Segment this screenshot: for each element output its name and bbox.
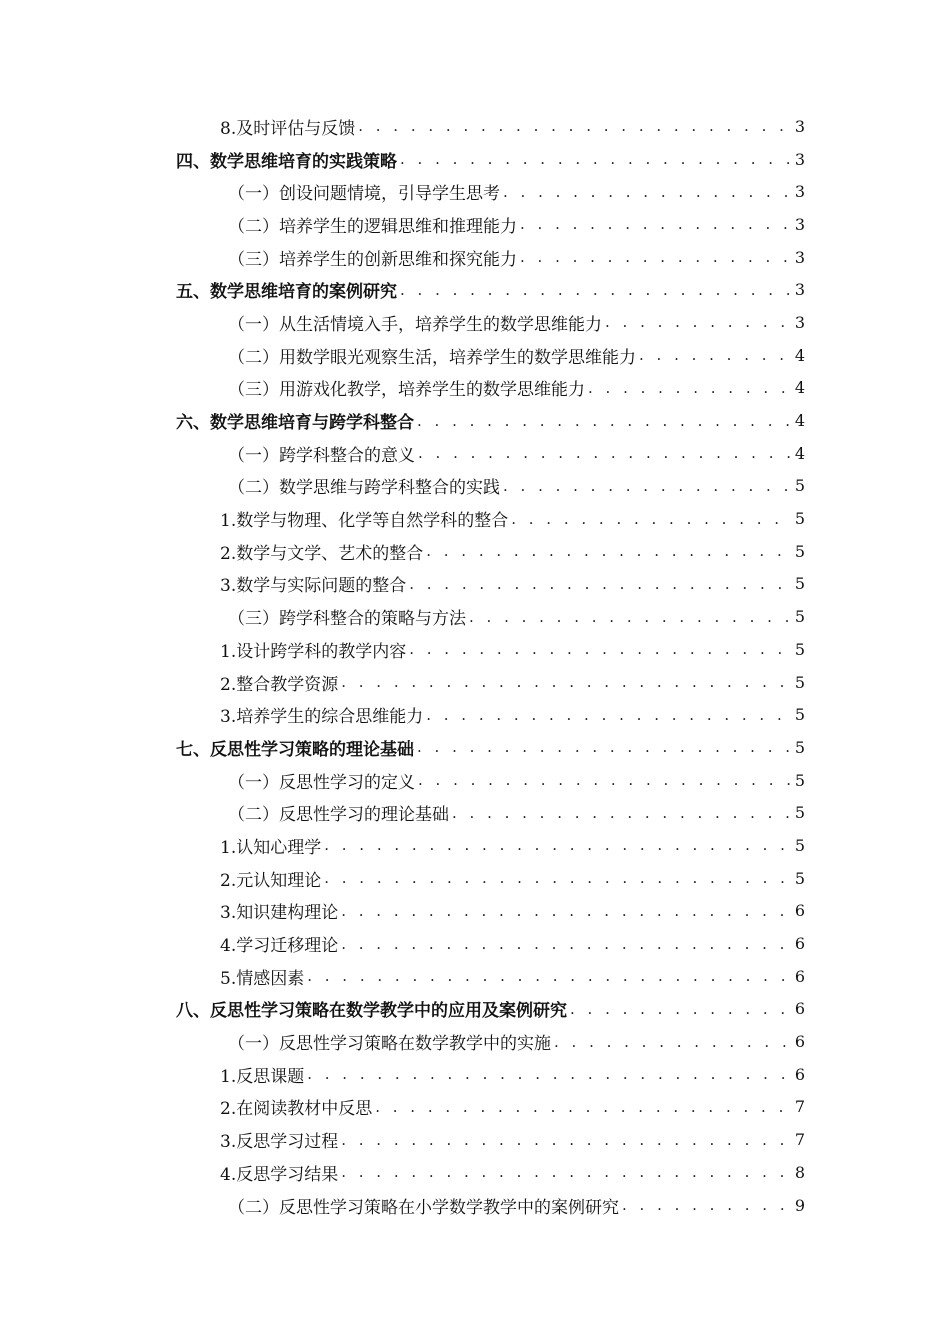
toc-entry-title: 1.数学与物理、化学等自然学科的整合 xyxy=(220,511,509,532)
toc-entry-title: （三）用游戏化教学，培养学生的数学思维能力 xyxy=(228,380,585,401)
toc-entry-title: 2.数学与文学、艺术的整合 xyxy=(220,543,424,564)
toc-leader-dots xyxy=(417,738,792,756)
toc-entry-title: 3.培养学生的综合思维能力 xyxy=(220,707,424,728)
toc-entry[interactable] xyxy=(0,731,950,764)
toc-entry-title: 五、数学思维培育的案例研究 xyxy=(176,282,397,303)
toc-entry-page-number: 8 xyxy=(794,1162,805,1182)
toc-entry-title: （一）反思性学习的定义 xyxy=(228,772,415,793)
toc-leader-dots xyxy=(588,379,792,397)
toc-leader-dots xyxy=(324,836,792,854)
toc-entry-page-number: 7 xyxy=(794,1130,805,1150)
toc-entry-title: 3.数学与实际问题的整合 xyxy=(220,576,407,597)
toc-entry[interactable] xyxy=(0,372,950,405)
toc-leader-dots xyxy=(358,117,792,135)
toc-entry-page-number: 7 xyxy=(794,1097,805,1117)
toc-leader-dots xyxy=(375,1098,792,1116)
toc-entry[interactable] xyxy=(0,535,950,568)
toc-entry-page-number: 5 xyxy=(794,770,805,790)
toc-entry-page-number: 5 xyxy=(794,835,805,855)
toc-leader-dots xyxy=(554,1033,792,1051)
toc-entry-title: 2.元认知理论 xyxy=(220,870,322,891)
toc-entry-page-number: 4 xyxy=(794,345,805,365)
toc-entry[interactable] xyxy=(0,1058,950,1091)
toc-entry-title: 四、数学思维培育的实践策略 xyxy=(176,151,397,172)
toc-entry-page-number: 6 xyxy=(794,966,805,986)
table-of-contents xyxy=(0,110,950,1221)
toc-entry[interactable] xyxy=(0,1189,950,1222)
toc-leader-dots xyxy=(520,215,792,233)
toc-leader-dots xyxy=(503,477,792,495)
toc-entry-page-number: 6 xyxy=(794,934,805,954)
toc-entry-title: （二）数学思维与跨学科整合的实践 xyxy=(228,478,500,499)
toc-leader-dots xyxy=(639,346,792,364)
toc-leader-dots xyxy=(341,1163,792,1181)
toc-leader-dots xyxy=(409,575,792,593)
toc-entry[interactable] xyxy=(0,110,950,143)
toc-entry-title: （二）用数学眼光观察生活，培养学生的数学思维能力 xyxy=(228,347,636,368)
toc-entry-title: 1.反思课题 xyxy=(220,1066,305,1087)
toc-entry[interactable] xyxy=(0,273,950,306)
toc-entry[interactable] xyxy=(0,796,950,829)
toc-entry-page-number: 5 xyxy=(794,672,805,692)
toc-entry[interactable] xyxy=(0,568,950,601)
toc-entry[interactable] xyxy=(0,698,950,731)
toc-entry-title: 1.设计跨学科的教学内容 xyxy=(220,641,407,662)
toc-entry-title: （二）反思性学习策略在小学数学教学中的案例研究 xyxy=(228,1197,619,1218)
toc-leader-dots xyxy=(511,510,792,528)
toc-leader-dots xyxy=(400,281,792,299)
toc-leader-dots xyxy=(469,608,792,626)
toc-entry[interactable] xyxy=(0,143,950,176)
toc-entry[interactable] xyxy=(0,437,950,470)
toc-leader-dots xyxy=(426,542,792,560)
toc-entry-page-number: 5 xyxy=(794,607,805,627)
toc-leader-dots xyxy=(341,1131,792,1149)
toc-entry[interactable] xyxy=(0,600,950,633)
toc-leader-dots xyxy=(341,673,792,691)
toc-entry-page-number: 3 xyxy=(794,149,805,169)
toc-entry-title: 2.在阅读教材中反思 xyxy=(220,1099,373,1120)
toc-entry[interactable] xyxy=(0,666,950,699)
toc-leader-dots xyxy=(452,804,792,822)
toc-leader-dots xyxy=(400,150,792,168)
toc-leader-dots xyxy=(341,935,792,953)
toc-leader-dots xyxy=(418,771,792,789)
toc-entry[interactable] xyxy=(0,1091,950,1124)
toc-leader-dots xyxy=(426,706,792,724)
toc-entry-title: 8.及时评估与反馈 xyxy=(220,118,356,139)
toc-leader-dots xyxy=(605,313,792,331)
toc-leader-dots xyxy=(324,869,792,887)
toc-entry-page-number: 4 xyxy=(794,378,805,398)
toc-entry[interactable] xyxy=(0,208,950,241)
toc-entry-page-number: 5 xyxy=(794,737,805,757)
toc-entry-page-number: 3 xyxy=(794,214,805,234)
toc-entry[interactable] xyxy=(0,502,950,535)
toc-entry[interactable] xyxy=(0,339,950,372)
toc-entry-page-number: 5 xyxy=(794,574,805,594)
toc-entry-title: （二）培养学生的逻辑思维和推理能力 xyxy=(228,216,517,237)
toc-entry[interactable] xyxy=(0,175,950,208)
toc-entry[interactable] xyxy=(0,1123,950,1156)
toc-entry-page-number: 6 xyxy=(794,901,805,921)
toc-entry[interactable] xyxy=(0,764,950,797)
toc-leader-dots xyxy=(307,1065,792,1083)
toc-entry-page-number: 5 xyxy=(794,509,805,529)
toc-entry-page-number: 5 xyxy=(794,705,805,725)
toc-entry-title: 5.情感因素 xyxy=(220,968,305,989)
toc-leader-dots xyxy=(417,412,792,430)
toc-entry[interactable] xyxy=(0,404,950,437)
toc-entry[interactable] xyxy=(0,241,950,274)
toc-entry-title: 4.学习迁移理论 xyxy=(220,936,339,957)
toc-entry[interactable] xyxy=(0,829,950,862)
toc-entry-page-number: 3 xyxy=(794,280,805,300)
toc-entry-page-number: 5 xyxy=(794,639,805,659)
toc-leader-dots xyxy=(622,1196,792,1214)
toc-entry-page-number: 9 xyxy=(794,1195,805,1215)
toc-leader-dots xyxy=(409,640,792,658)
toc-leader-dots xyxy=(418,444,792,462)
toc-leader-dots xyxy=(570,1000,792,1018)
toc-entry-title: （一）跨学科整合的意义 xyxy=(228,445,415,466)
toc-entry[interactable] xyxy=(0,862,950,895)
toc-entry-title: 4.反思学习结果 xyxy=(220,1164,339,1185)
toc-entry-title: （三）培养学生的创新思维和探究能力 xyxy=(228,249,517,270)
toc-entry[interactable] xyxy=(0,1156,950,1189)
toc-leader-dots xyxy=(520,248,792,266)
toc-entry[interactable] xyxy=(0,633,950,666)
toc-entry[interactable] xyxy=(0,993,950,1026)
toc-leader-dots xyxy=(341,902,792,920)
toc-leader-dots xyxy=(307,967,792,985)
toc-entry-page-number: 4 xyxy=(794,443,805,463)
toc-entry[interactable] xyxy=(0,470,950,503)
toc-entry-page-number: 3 xyxy=(794,312,805,332)
toc-entry-page-number: 4 xyxy=(794,411,805,431)
toc-entry-title: （一）从生活情境入手，培养学生的数学思维能力 xyxy=(228,314,602,335)
toc-entry[interactable] xyxy=(0,927,950,960)
toc-entry-page-number: 5 xyxy=(794,868,805,888)
toc-entry-title: 六、数学思维培育与跨学科整合 xyxy=(176,413,414,434)
toc-entry-title: （一）创设问题情境，引导学生思考 xyxy=(228,184,500,205)
toc-entry-page-number: 3 xyxy=(794,116,805,136)
toc-entry-page-number: 5 xyxy=(794,803,805,823)
toc-entry-page-number: 6 xyxy=(794,1032,805,1052)
toc-entry-title: 1.认知心理学 xyxy=(220,837,322,858)
toc-entry-page-number: 5 xyxy=(794,476,805,496)
toc-entry-page-number: 3 xyxy=(794,247,805,267)
toc-entry-title: （二）反思性学习的理论基础 xyxy=(228,805,449,826)
toc-entry-page-number: 6 xyxy=(794,1064,805,1084)
toc-entry-title: 七、反思性学习策略的理论基础 xyxy=(176,739,414,760)
toc-entry[interactable] xyxy=(0,306,950,339)
toc-entry-title: 3.反思学习过程 xyxy=(220,1132,339,1153)
toc-entry[interactable] xyxy=(0,1025,950,1058)
toc-entry-title: （三）跨学科整合的策略与方法 xyxy=(228,609,466,630)
toc-entry-page-number: 5 xyxy=(794,541,805,561)
toc-entry-title: 3.知识建构理论 xyxy=(220,903,339,924)
toc-entry-title: 八、反思性学习策略在数学教学中的应用及案例研究 xyxy=(176,1001,567,1022)
toc-entry[interactable] xyxy=(0,895,950,928)
toc-leader-dots xyxy=(503,183,792,201)
toc-entry[interactable] xyxy=(0,960,950,993)
toc-entry-title: （一）反思性学习策略在数学教学中的实施 xyxy=(228,1034,551,1055)
toc-entry-page-number: 3 xyxy=(794,182,805,202)
toc-entry-title: 2.整合教学资源 xyxy=(220,674,339,695)
toc-entry-page-number: 6 xyxy=(794,999,805,1019)
